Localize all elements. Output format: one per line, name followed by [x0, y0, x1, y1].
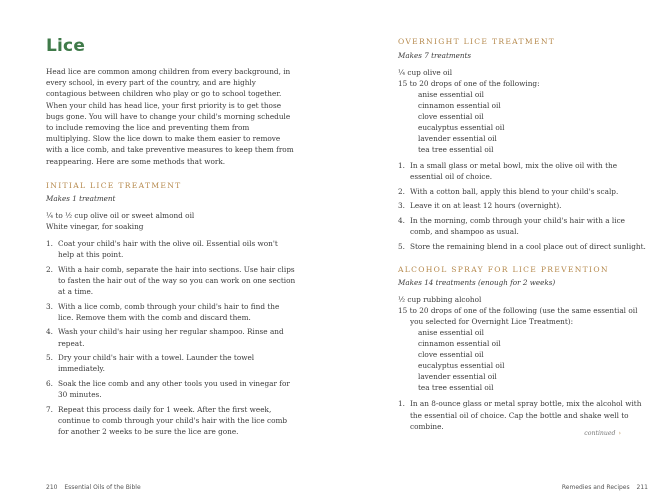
running-title: Remedies and Recipes [561, 484, 630, 491]
yield-note: Makes 14 treatments (enough for 2 weeks) [398, 278, 556, 288]
oil-option: tea tree essential oil [418, 145, 494, 154]
instruction-step: 5. Dry your child's hair with a towel. Launder the towel immediately. [46, 353, 255, 374]
oil-option: eucalyptus essential oil [418, 361, 505, 371]
page-number: 211 [636, 484, 648, 491]
instruction-step: 5. Store the remaining blend in a cool place out of direct sunlight. [398, 241, 646, 251]
continued-indicator [584, 430, 621, 437]
oil-option: anise essential oil [418, 90, 484, 99]
oil-option: anise essential oil [418, 328, 484, 338]
left-page [0, 0, 333, 500]
oil-option: cinnamon essential oil [418, 101, 501, 110]
ingredient: 15 to 20 drops of one of the following: [398, 79, 540, 88]
left-column [46, 36, 296, 441]
instruction-step: 1. In a small glass or metal bowl, mix the olive oil with the essential oil of choice. [398, 161, 618, 182]
right-page [334, 0, 667, 500]
section-title-overnight-treatment: OVERNIGHT LICE TREATMENT [398, 37, 556, 46]
instruction-step: 4. In the morning, comb through your child's hair with a lice comb, and shampoo as usual. [398, 215, 625, 237]
section-title-alcohol-spray: ALCOHOL SPRAY FOR LICE PREVENTION [398, 265, 609, 275]
instruction-step: 3. With a lice comb, comb through your child's hair to find the lice. Remove them with the comb and discard them. [46, 301, 280, 322]
oil-option: eucalyptus essential oil [418, 123, 505, 132]
instruction-step: 2. With a cotton ball, apply this blend to your child's scalp. [398, 186, 619, 196]
yield-note: Makes 7 treatments [398, 51, 472, 60]
ingredient: White vinegar, for soaking [46, 221, 144, 231]
ingredient: ¼ cup olive oil [398, 68, 453, 77]
oil-option: clove essential oil [418, 350, 484, 360]
instruction-step: 3. Leave it on at least 12 hours (overnight). [398, 201, 562, 211]
running-title: Essential Oils of the Bible [64, 484, 141, 491]
instruction-list [398, 398, 648, 432]
ingredient: ½ cup rubbing alcohol [398, 295, 482, 305]
instruction-step: 4. Wash your child's hair using her regular shampoo. Rinse and repeat. [46, 327, 284, 348]
continued-label: continued [584, 430, 616, 437]
instruction-list [398, 160, 648, 252]
instruction-step: 2. With a hair comb, separate the hair into sections. Use hair clips to fasten the hair out of the way so you can work on one section at a time. [46, 264, 296, 297]
left-footer [46, 484, 141, 491]
page-number: 210 [46, 484, 58, 491]
section-title-initial-treatment: INITIAL LICE TREATMENT [46, 180, 182, 190]
oil-option: cinnamon essential oil [418, 339, 501, 349]
instruction-list [46, 238, 296, 438]
oil-option: tea tree essential oil [418, 383, 494, 393]
oil-option: lavender essential oil [418, 372, 497, 382]
instruction-step: 7. Repeat this process daily for 1 week. After the first week, continue to comb through your child's hair with the lice comb for another 2 weeks to be sure the lice are gone. [46, 404, 288, 437]
oil-option: lavender essential oil [418, 134, 497, 143]
right-footer [562, 484, 648, 491]
instruction-step: 1. Coat your child's hair with the olive oil. Essential oils won't help at this point. [46, 238, 278, 260]
instruction-step: 6. Soak the lice comb and any other tools you used in vinegar for 30 minutes. [46, 379, 290, 400]
ingredient: 15 to 20 drops of one of the following (use the same essential oil you selected for Overnight Lice Treatment): [398, 306, 638, 327]
chevron-right-icon: › [618, 430, 621, 437]
right-column [398, 36, 648, 435]
oil-option: clove essential oil [418, 112, 484, 121]
intro-paragraph: Head lice are common among children from every background, in every school, in every part of the country, and are highly contagious between children who play or go to school together. When your child has head lice, your first priority is to get those bugs gone. You will have to change your child's morning schedule to include removing the lice and preventing them from multiplying. Slow the lice down to make them easier to remove with a lice comb, and take preventive measures to keep them from reappearing. Here are some methods that work. [46, 67, 294, 166]
yield-note: Makes 1 treatment [46, 193, 116, 203]
page-title: Lice [46, 36, 86, 56]
instruction-step: 1. In an 8-ounce glass or metal spray bottle, mix the alcohol with the essential oil of choice. Cap the bottle and shake well to combine. [398, 399, 642, 431]
ingredient: ¼ to ½ cup olive oil or sweet almond oil [46, 210, 195, 220]
